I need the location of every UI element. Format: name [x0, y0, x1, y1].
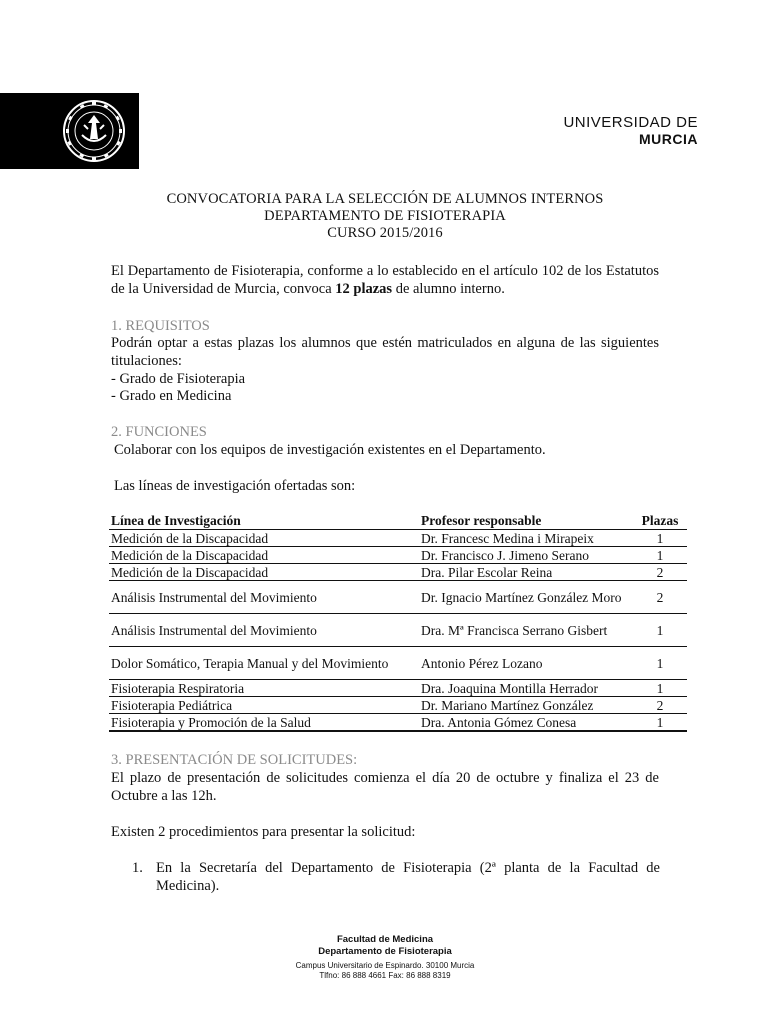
intro-text-end: de alumno interno. — [392, 281, 505, 297]
title-line1: CONVOCATORIA PARA LA SELECCIÓN DE ALUMNOS INTERNOS — [166, 191, 604, 207]
cell-plazas: 1 — [633, 530, 687, 547]
lines-intro: Las líneas de investigación ofertadas son: — [114, 478, 356, 494]
table-row — [109, 547, 687, 564]
cell-plazas: 1 — [633, 680, 687, 697]
cell-linea: Análisis Instrumental del Movimiento — [109, 581, 413, 614]
table-header-row — [109, 512, 687, 530]
title-line3: CURSO 2015/2016 — [327, 225, 443, 241]
cell-plazas: 2 — [633, 564, 687, 581]
cell-linea: Medición de la Discapacidad — [109, 530, 413, 547]
logo-block — [0, 93, 139, 169]
solicitudes-heading: 3. PRESENTACIÓN DE SOLICITUDES: — [111, 752, 358, 768]
page-footer — [0, 934, 770, 981]
cell-linea: Análisis Instrumental del Movimiento — [109, 614, 413, 647]
procedure-item-1 — [132, 859, 660, 895]
table-row — [109, 680, 687, 697]
cell-profesor: Dra. Pilar Escolar Reina — [413, 564, 633, 581]
cell-plazas: 2 — [633, 581, 687, 614]
document-title — [0, 191, 770, 242]
cell-profesor: Dra. Antonia Gómez Conesa — [413, 714, 633, 732]
column-header-linea: Línea de Investigación — [109, 512, 413, 530]
footer-address: Campus Universitario de Espinardo. 30100 Murcia — [295, 961, 475, 970]
table-row — [109, 530, 687, 547]
solicitudes-text: El plazo de presentación de solicitudes comienza el día 20 de octubre y finaliza el 23 de Octubre a las 12h. — [111, 770, 659, 804]
footer-faculty: Facultad de Medicina — [336, 934, 434, 945]
cell-linea: Fisioterapia y Promoción de la Salud — [109, 714, 413, 732]
table-row — [109, 714, 687, 732]
table-row — [109, 564, 687, 581]
cell-profesor: Dr. Mariano Martínez González — [413, 697, 633, 714]
cell-plazas: 2 — [633, 697, 687, 714]
cell-profesor: Antonio Pérez Lozano — [413, 647, 633, 680]
cell-plazas: 1 — [633, 614, 687, 647]
procedure-item-text: En la Secretaría del Departamento de Fisioterapia (2ª planta de la Facultad de Medicina). — [156, 860, 660, 894]
cell-plazas: 1 — [633, 647, 687, 680]
cell-linea: Fisioterapia Pediátrica — [109, 697, 413, 714]
column-header-profesor: Profesor responsable — [413, 512, 633, 530]
requisitos-text: Podrán optar a estas plazas los alumnos que estén matriculados en alguna de las siguientes titulaciones: — [111, 335, 659, 369]
university-seal-icon — [62, 99, 126, 163]
university-name-line1: UNIVERSIDAD DE — [563, 114, 698, 131]
university-name-line2: MURCIA — [639, 131, 698, 147]
cell-profesor: Dra. Joaquina Montilla Herrador — [413, 680, 633, 697]
footer-department: Departamento de Fisioterapia — [318, 946, 452, 957]
intro-plazas: 12 plazas — [335, 281, 393, 297]
cell-plazas: 1 — [633, 547, 687, 564]
cell-plazas: 1 — [633, 714, 687, 732]
research-lines-table — [109, 512, 687, 732]
requisitos-heading: 1. REQUISITOS — [111, 318, 210, 334]
cell-profesor: Dra. Mª Francisca Serrano Gisbert — [413, 614, 633, 647]
cell-linea: Dolor Somático, Terapia Manual y del Movimiento — [109, 647, 413, 680]
column-header-plazas: Plazas — [633, 512, 687, 530]
university-wordmark — [560, 114, 698, 147]
intro-paragraph — [111, 262, 659, 298]
title-line2: DEPARTAMENTO DE FISIOTERAPIA — [264, 208, 506, 224]
funciones-heading: 2. FUNCIONES — [111, 424, 207, 440]
cell-linea: Medición de la Discapacidad — [109, 564, 413, 581]
cell-profesor: Dr. Francesc Medina i Mirapeix — [413, 530, 633, 547]
cell-linea: Fisioterapia Respiratoria — [109, 680, 413, 697]
table-row — [109, 647, 687, 680]
funciones-text: Colaborar con los equipos de investigación existentes en el Departamento. — [114, 442, 546, 458]
table-row — [109, 697, 687, 714]
cell-linea: Medición de la Discapacidad — [109, 547, 413, 564]
cell-profesor: Dr. Ignacio Martínez González Moro — [413, 581, 633, 614]
intro-text: El Departamento de Fisioterapia, conforme a lo establecido en el artículo 102 de los Estatutos de la Universidad de Murcia, convoca — [111, 263, 659, 297]
cell-profesor: Dr. Francisco J. Jimeno Serano — [413, 547, 633, 564]
procedure-item-number: 1. — [132, 860, 143, 876]
requisito-item-1: - Grado de Fisioterapia — [111, 371, 246, 387]
requisito-item-2: - Grado en Medicina — [111, 388, 232, 404]
footer-phone: Tlfno: 86 888 4661 Fax: 86 888 8319 — [319, 971, 451, 980]
procedures-intro: Existen 2 procedimientos para presentar la solicitud: — [111, 824, 416, 840]
table-row — [109, 581, 687, 614]
table-row — [109, 614, 687, 647]
